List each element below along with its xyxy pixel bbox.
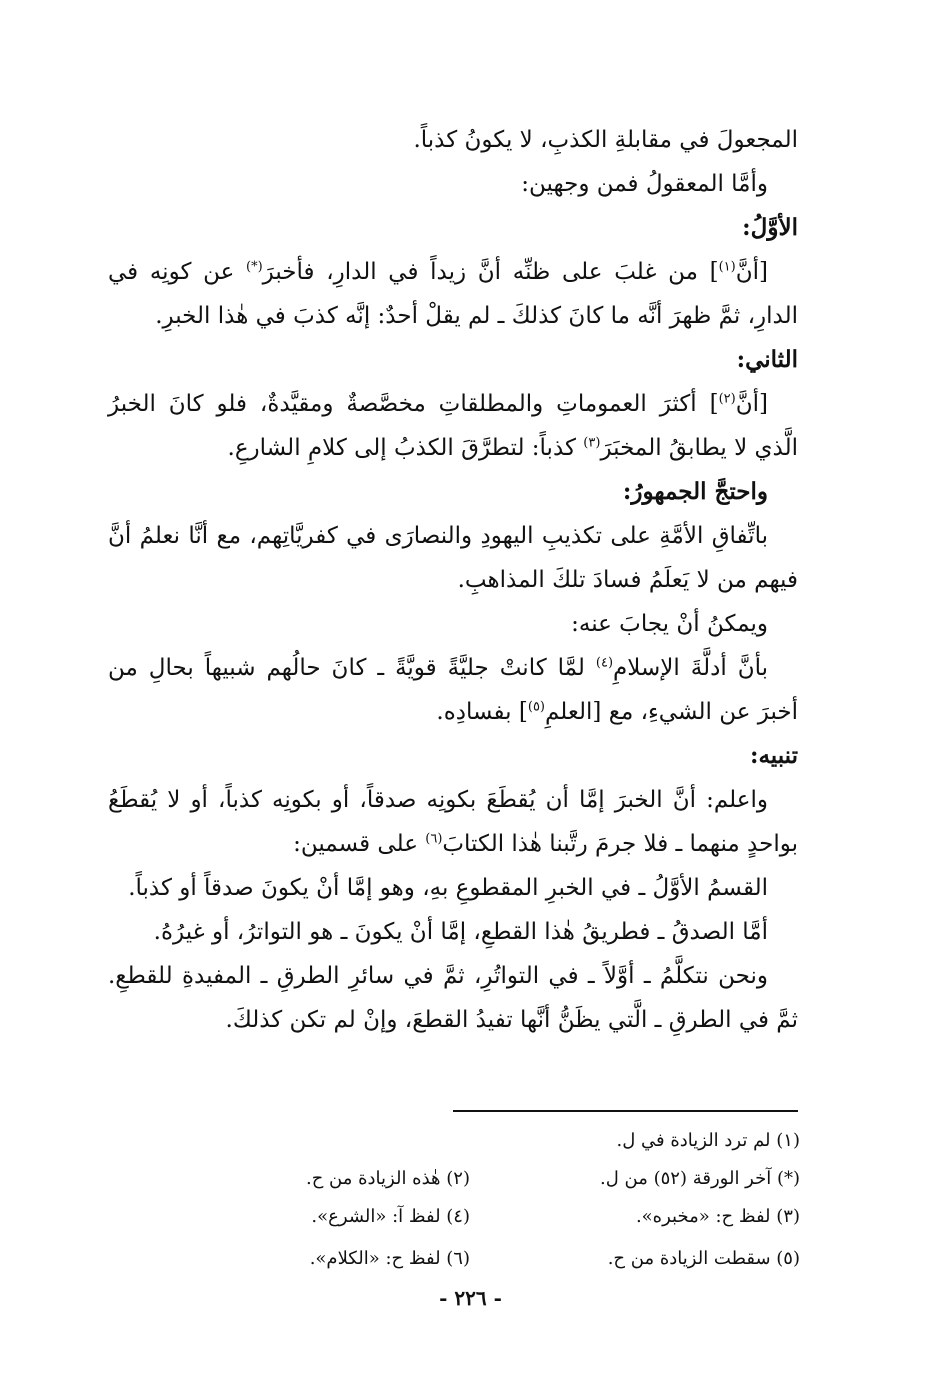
footnote-row xyxy=(140,1240,800,1278)
heading-first: الأوَّلُ: xyxy=(742,214,798,241)
paragraph-response: بأنَّ أدلَّةَ الإسلامِ$^{(٤)}$ لمَّا كانتْ جليَّةً قويَّةً ـ كانَ حالُهم شبيهاً بحالِ من أخبرَ عن الشيءِ، مع [العلمِ$^{(٥)}$] بفسادِه. xyxy=(108,655,798,725)
paragraph-first-section: القسمُ الأوَّلُ ـ في الخبرِ المقطوعِ بهِ، وهو إمَّا أنْ يكونَ صدقاً أو كذباً. xyxy=(128,875,768,901)
footnote-row xyxy=(140,1122,800,1160)
footnote-ref-1: (١) xyxy=(718,259,736,275)
line-continuation: المجعولَ في مقابلةِ الكذبِ، لا يكونُ كذباً. xyxy=(413,127,798,153)
paragraph-majority: باتِّفاقِ الأمَّةِ على تكذيبِ اليهودِ والنصارَى في كفريَّاتِهم، مع أنَّا نعلمُ أنَّ فيهم من لا يَعلَمُ فسادَ تلكَ المذاهبِ. xyxy=(108,523,798,593)
footnote-5: (٥) سقطت الزيادة من ح. xyxy=(607,1248,800,1269)
footnote-ref-2: (٢) xyxy=(718,391,736,407)
heading-second: الثاني: xyxy=(736,346,798,373)
paragraph-second: [أنَّ$^{(٢)}$] أكثرَ العموماتِ والمطلقاتِ مخصَّصةٌ ومقيَّدةٌ، فلو كانَ الخبرُ الَّذي لا يطابقُ المخبَرَ$^{(٣)}$ كذباً: لتطرَّقَ الكذبُ إلى كلامِ الشارعِ. xyxy=(108,391,798,461)
paragraph-truth: أمَّا الصدقُ ـ فطريقُ هٰذا القطعِ، إمَّا أنْ يكونَ ـ هو التواترُ، أو غيرُهُ. xyxy=(153,919,768,945)
main-text xyxy=(108,118,798,1042)
footnote-6: (٦) لفظ ح: «الكلام». xyxy=(309,1248,470,1269)
footnote-row xyxy=(140,1198,800,1236)
heading-note: تنبيه: xyxy=(749,742,798,769)
footnote-row xyxy=(140,1160,800,1198)
paragraph-tawatur: ونحن نتكلَّمُ ـ أوَّلاً ـ في التواتُرِ، ثمَّ في سائرِ الطرقِ ـ المفيدةِ للقطعِ. ثمَّ في الطرقِ ـ الَّتي يظَنُّ أنَّها تفيدُ القطعَ، وإنْ لم تكن كذلكَ. xyxy=(108,963,798,1033)
paragraph-response-intro: ويمكنُ أنْ يجابَ عنه: xyxy=(571,611,768,637)
footnote-ref-3: (٣) xyxy=(583,435,601,451)
footnote-ref-4: (٤) xyxy=(595,655,614,671)
heading-majority: واحتجَّ الجمهورُ: xyxy=(622,478,768,505)
intro-rational: وأمَّا المعقولُ فمن وجهين: xyxy=(521,171,768,197)
footnote-ref-star: (*) xyxy=(246,259,263,275)
footnote-star: (*) آخر الورقة (٥٢) من ل. xyxy=(600,1168,800,1189)
footnote-ref-6: (٦) xyxy=(425,831,443,847)
footnote-ref-5: (٥) xyxy=(527,699,545,715)
paragraph-first: [أنَّ$^{(١)}$] من غلبَ على ظنِّه أنَّ زيداً في الدارِ، فأخبرَ(*) عن كونِه في الدارِ، ثمَّ ظهرَ أنَّه ما كانَ كذلكَ ـ لم يقلْ أحدٌ: إنَّه كذبَ في هٰذا الخبرِ. xyxy=(108,259,798,329)
footnote-3: (٣) لفظ ح: «مخبره». xyxy=(635,1206,800,1227)
paragraph-note: واعلم: أنَّ الخبرَ إمَّا أن يُقطَعَ بكونِه صدقاً، أو بكونِه كذباً، أو لا يُقطَعُ بواحدٍ منهما ـ فلا جرمَ رتَّبنا هٰذا الكتابَ$^{(٦)}$ على قسمين: xyxy=(108,787,798,857)
footnote-2: (٢) هٰذه الزيادة من ح. xyxy=(305,1168,470,1189)
footnote-divider xyxy=(453,1110,798,1112)
footnote-4: (٤) لفظ آ: «الشرع». xyxy=(311,1206,470,1227)
footnote-1: (١) لم ترد الزيادة في ل. xyxy=(616,1130,800,1151)
page-number: - ٢٢٦ - xyxy=(439,1286,502,1310)
